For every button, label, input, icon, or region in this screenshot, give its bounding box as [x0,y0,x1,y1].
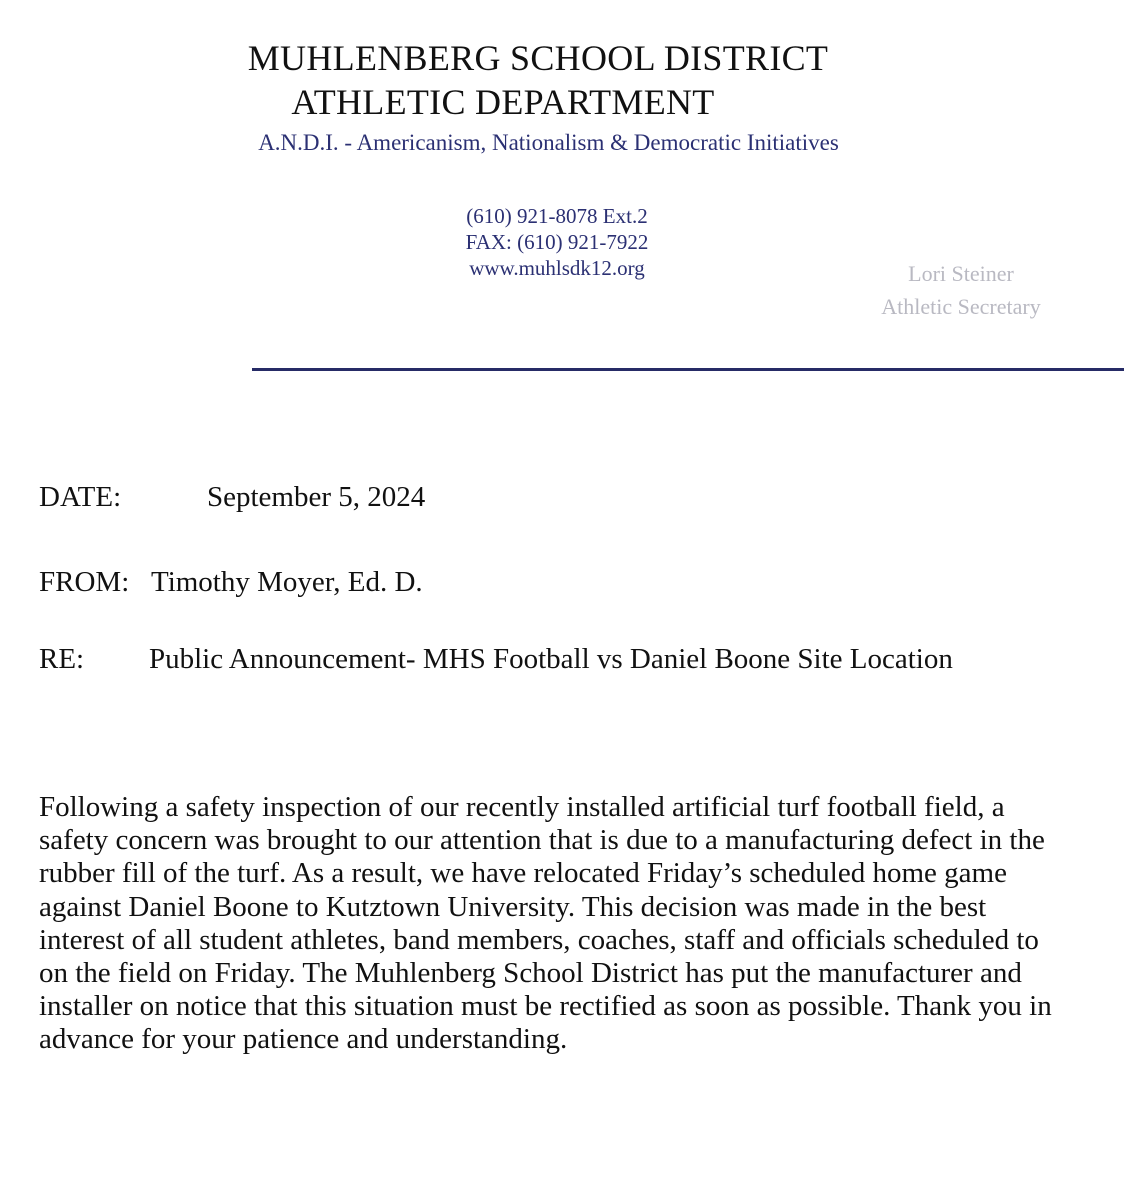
re-value: Public Announcement- MHS Football vs Daniel Boone Site Location [149,643,953,675]
contact-block [390,203,724,281]
re-label: RE: [39,643,85,675]
from-label: FROM: [39,566,130,598]
from-value: Timothy Moyer, Ed. D. [151,566,423,598]
secretary-title: Athletic Secretary [881,294,1041,319]
department-name: ATHLETIC DEPARTMENT [291,82,715,122]
memo-date-row [39,481,1099,514]
memo-re-row [39,643,1099,676]
secretary-name: Lori Steiner [908,261,1014,286]
body-paragraph: Following a safety inspection of our recently installed artificial turf football field, a safety concern was brought to our attention that is due to a manufacturing defect in the rubber fill of the turf. As a result, we have relocated Friday’s scheduled home game against Daniel Boone to Kutztown University. This decision was made in the best interest of all student athletes, band members, coaches, staff and officials scheduled to on the field on Friday. The Muhlenberg School District has put the manufacturer and installer on notice that this situation must be rectified as soon as possible. Thank you in advance for your patience and understanding. [39,791,1052,1056]
date-label: DATE: [39,481,122,513]
initiative-line: A.N.D.I. - Americanism, Nationalism & Democratic Initiatives [258,130,839,155]
date-value: September 5, 2024 [207,481,426,513]
website-link[interactable]: www.muhlsdk12.org [469,256,645,280]
district-name: MUHLENBERG SCHOOL DISTRICT [247,38,829,78]
header-divider [252,368,1124,371]
letterhead [0,0,1127,380]
fax-number: FAX: (610) 921-7922 [465,230,649,254]
memo-from-row [39,566,1099,599]
secretary-block [850,257,1072,323]
phone-number: (610) 921-8078 Ext.2 [466,204,648,228]
